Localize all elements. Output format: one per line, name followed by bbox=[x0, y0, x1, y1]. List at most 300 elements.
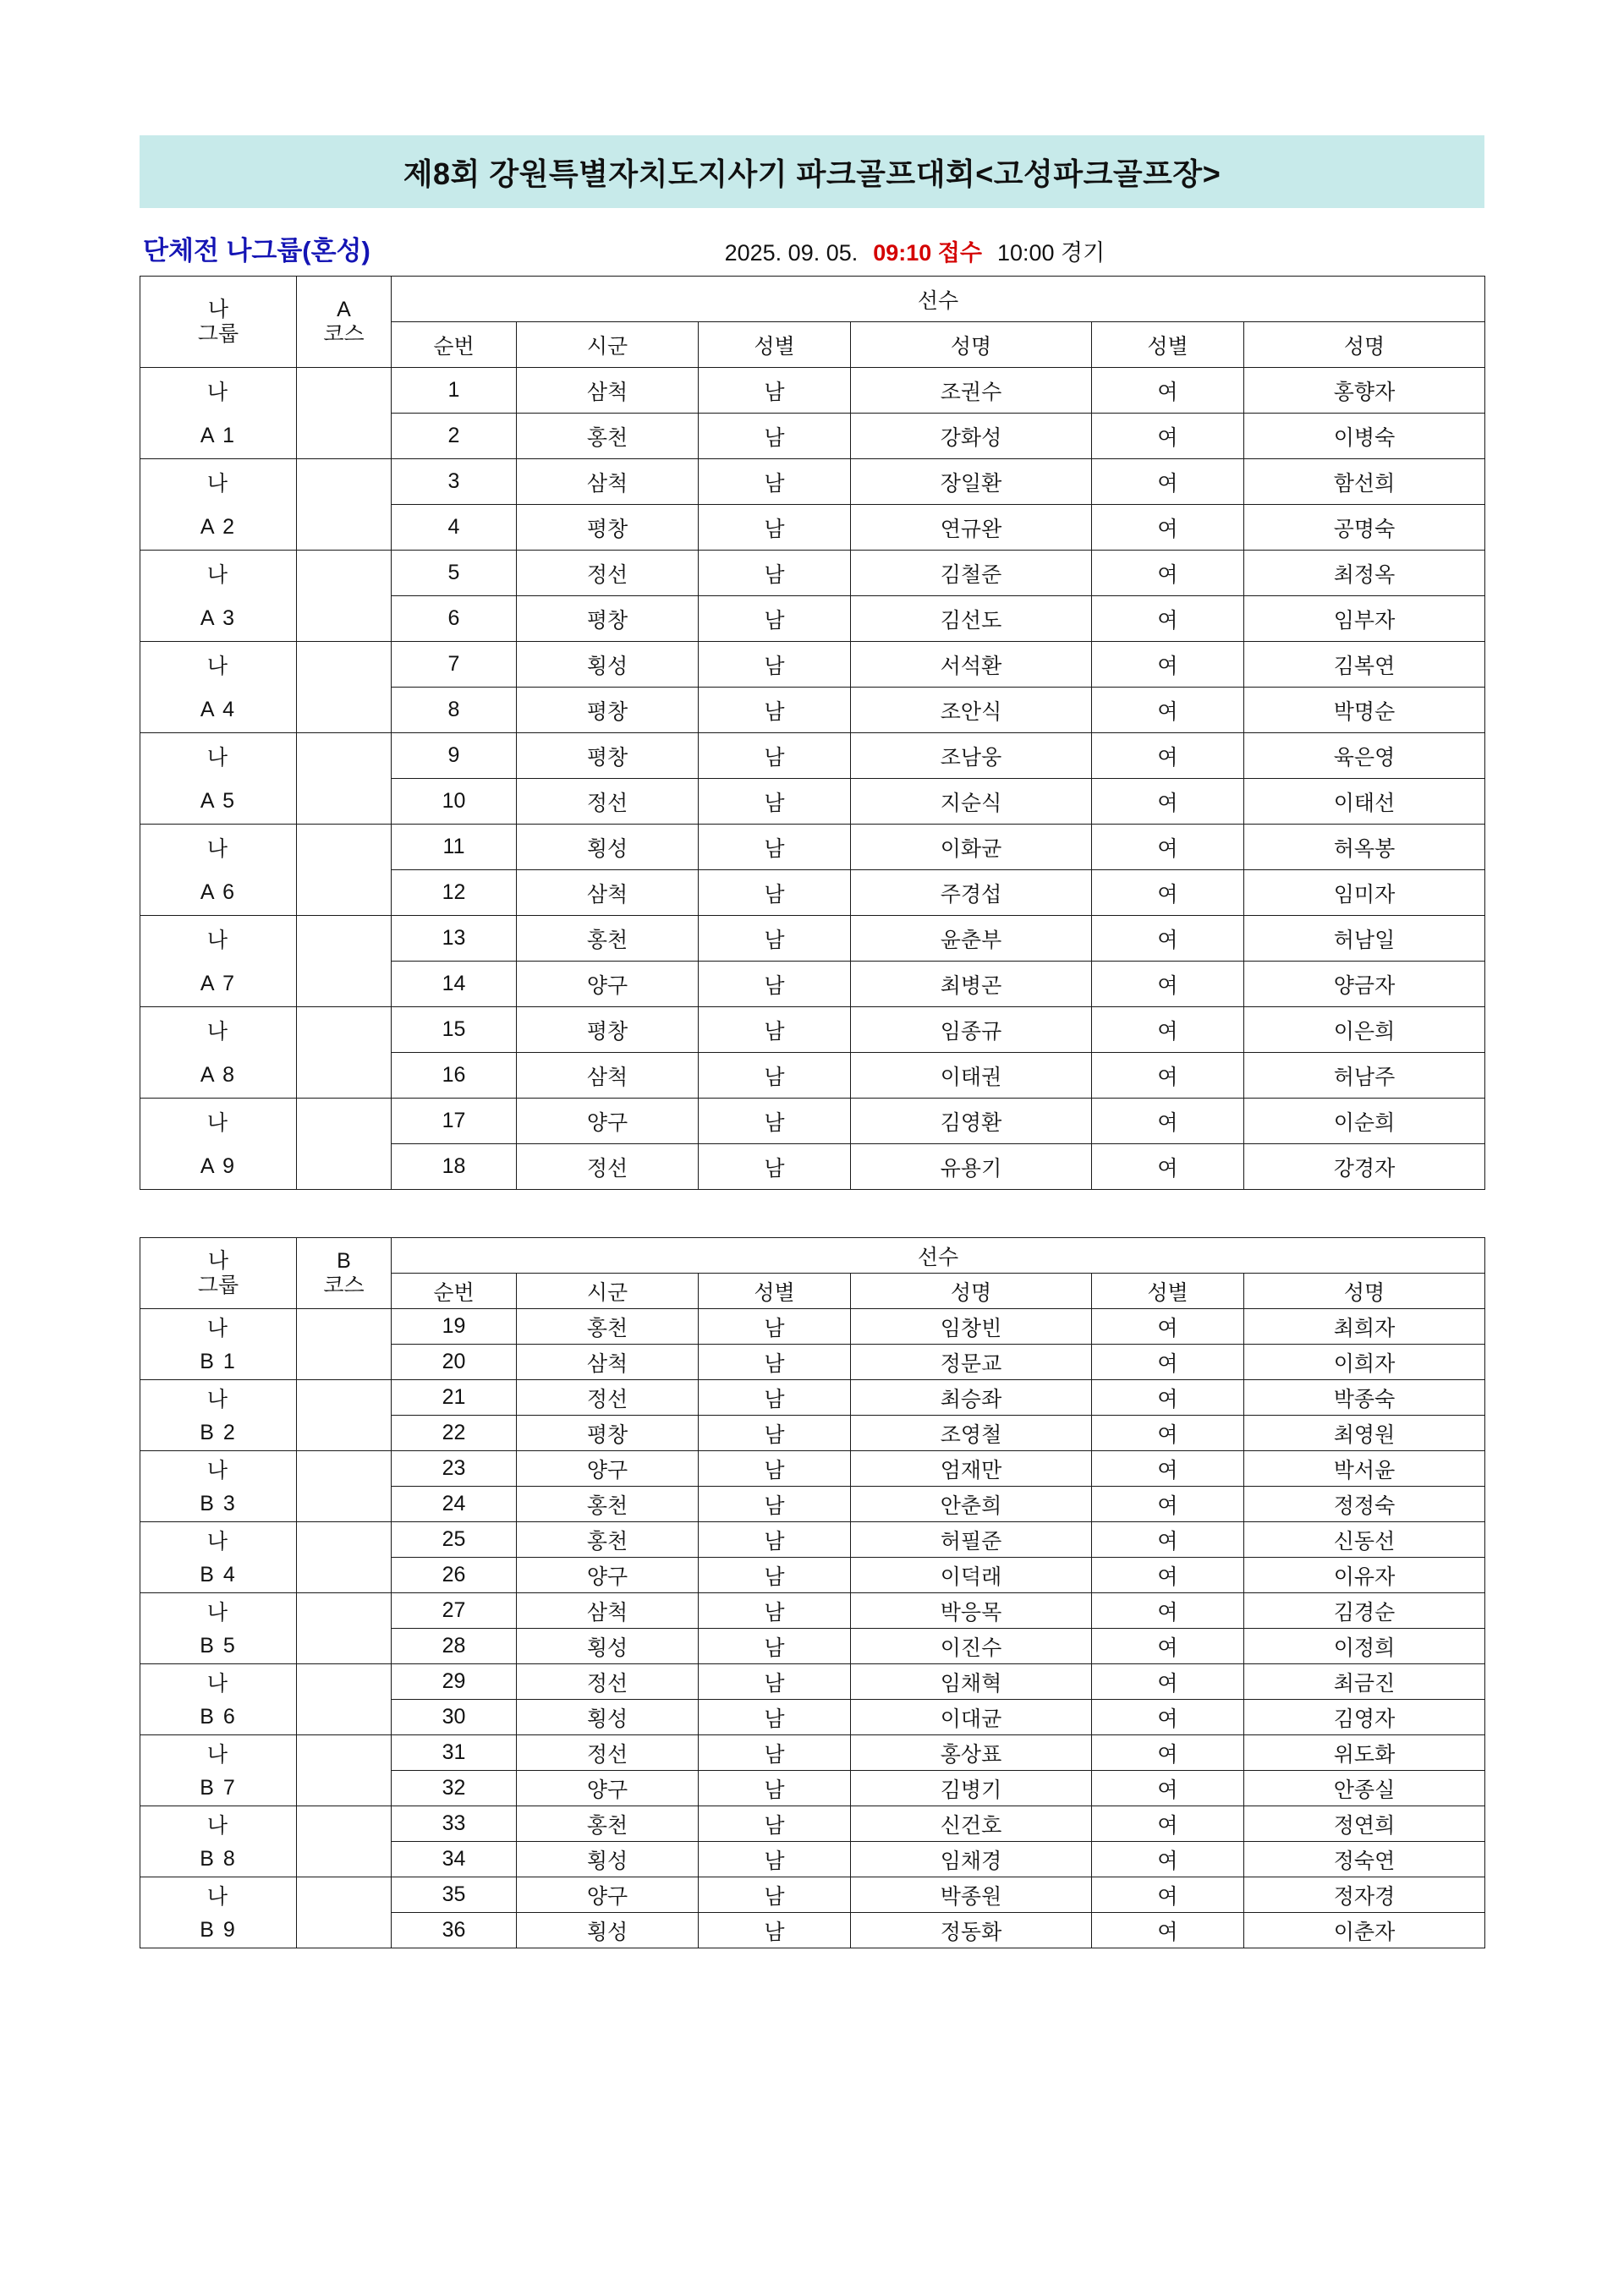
cell-course-blank bbox=[297, 1144, 392, 1190]
cell-name-2: 이은희 bbox=[1244, 1007, 1485, 1053]
cell-region: 양구 bbox=[517, 1771, 699, 1806]
cell-course-blank bbox=[297, 1558, 392, 1593]
cell-name-2: 신동선 bbox=[1244, 1522, 1485, 1558]
cell-gender-2: 여 bbox=[1092, 414, 1244, 459]
cell-name-2: 임부자 bbox=[1244, 596, 1485, 642]
cell-group: 나 bbox=[140, 1451, 297, 1487]
cell-no: 4 bbox=[392, 505, 517, 551]
cell-region: 홍천 bbox=[517, 916, 699, 962]
cell-name-1: 임채경 bbox=[851, 1842, 1092, 1877]
cell-gender-1: 남 bbox=[699, 1451, 851, 1487]
header-no: 순번 bbox=[392, 1274, 517, 1309]
header-group-line2: 그룹 bbox=[197, 1273, 239, 1297]
cell-group: A 9 bbox=[140, 1144, 297, 1190]
cell-gender-2: 여 bbox=[1092, 1877, 1244, 1913]
cell-region: 횡성 bbox=[517, 1700, 699, 1735]
cell-group: B 1 bbox=[140, 1345, 297, 1380]
cell-gender-1: 남 bbox=[699, 1700, 851, 1735]
header-gender-1: 성별 bbox=[699, 1274, 851, 1309]
header-region: 시군 bbox=[517, 322, 699, 368]
cell-gender-2: 여 bbox=[1092, 1700, 1244, 1735]
cell-name-1: 연규완 bbox=[851, 505, 1092, 551]
cell-region: 홍천 bbox=[517, 1522, 699, 1558]
cell-gender-2: 여 bbox=[1092, 1771, 1244, 1806]
cell-name-2: 허남일 bbox=[1244, 916, 1485, 962]
cell-region: 양구 bbox=[517, 1877, 699, 1913]
cell-no: 25 bbox=[392, 1522, 517, 1558]
cell-group: B 3 bbox=[140, 1487, 297, 1522]
table-header-row-top bbox=[140, 1238, 1485, 1274]
cell-gender-1: 남 bbox=[699, 688, 851, 733]
header-gender-2: 성별 bbox=[1092, 1274, 1244, 1309]
cell-name-2: 양금자 bbox=[1244, 962, 1485, 1007]
cell-group: 나 bbox=[140, 1380, 297, 1416]
cell-name-1: 서석환 bbox=[851, 642, 1092, 688]
header-course bbox=[297, 1238, 392, 1309]
cell-gender-2: 여 bbox=[1092, 1487, 1244, 1522]
cell-no: 26 bbox=[392, 1558, 517, 1593]
cell-name-2: 정연희 bbox=[1244, 1806, 1485, 1842]
cell-gender-1: 남 bbox=[699, 642, 851, 688]
cell-no: 23 bbox=[392, 1451, 517, 1487]
cell-no: 8 bbox=[392, 688, 517, 733]
cell-gender-1: 남 bbox=[699, 916, 851, 962]
cell-gender-1: 남 bbox=[699, 1099, 851, 1144]
cell-gender-2: 여 bbox=[1092, 642, 1244, 688]
cell-no: 34 bbox=[392, 1842, 517, 1877]
schedule-info bbox=[370, 234, 1484, 267]
cell-name-1: 김병기 bbox=[851, 1771, 1092, 1806]
table-row bbox=[140, 1842, 1485, 1877]
cell-gender-1: 남 bbox=[699, 1593, 851, 1629]
cell-gender-2: 여 bbox=[1092, 1451, 1244, 1487]
cell-region: 홍천 bbox=[517, 414, 699, 459]
table-row bbox=[140, 596, 1485, 642]
table-row bbox=[140, 779, 1485, 825]
cell-course-blank bbox=[297, 1451, 392, 1487]
table-row bbox=[140, 642, 1485, 688]
cell-course-blank bbox=[297, 779, 392, 825]
cell-name-2: 안종실 bbox=[1244, 1771, 1485, 1806]
cell-no: 6 bbox=[392, 596, 517, 642]
cell-gender-2: 여 bbox=[1092, 688, 1244, 733]
cell-group: B 6 bbox=[140, 1700, 297, 1735]
cell-name-1: 김철준 bbox=[851, 551, 1092, 596]
cell-name-2: 정숙연 bbox=[1244, 1842, 1485, 1877]
header-name-2: 성명 bbox=[1244, 1274, 1485, 1309]
cell-gender-1: 남 bbox=[699, 1416, 851, 1451]
table-row bbox=[140, 1451, 1485, 1487]
header-players: 선수 bbox=[392, 277, 1485, 322]
cell-name-1: 정문교 bbox=[851, 1345, 1092, 1380]
cell-name-2: 박명순 bbox=[1244, 688, 1485, 733]
subheader bbox=[140, 218, 1484, 267]
cell-no: 33 bbox=[392, 1806, 517, 1842]
cell-group: 나 bbox=[140, 1099, 297, 1144]
event-date: 2025. 09. 05. bbox=[724, 240, 859, 266]
cell-name-1: 조안식 bbox=[851, 688, 1092, 733]
cell-course-blank bbox=[297, 1309, 392, 1345]
cell-gender-2: 여 bbox=[1092, 1806, 1244, 1842]
cell-name-2: 최정옥 bbox=[1244, 551, 1485, 596]
cell-gender-2: 여 bbox=[1092, 1842, 1244, 1877]
cell-name-2: 최금진 bbox=[1244, 1664, 1485, 1700]
cell-name-1: 안춘희 bbox=[851, 1487, 1092, 1522]
table-row bbox=[140, 1558, 1485, 1593]
cell-name-1: 이태권 bbox=[851, 1053, 1092, 1099]
cell-no: 17 bbox=[392, 1099, 517, 1144]
cell-region: 삼척 bbox=[517, 1345, 699, 1380]
cell-group: 나 bbox=[140, 551, 297, 596]
cell-group: 나 bbox=[140, 1522, 297, 1558]
cell-region: 홍천 bbox=[517, 1806, 699, 1842]
table-row bbox=[140, 1416, 1485, 1451]
cell-region: 삼척 bbox=[517, 368, 699, 414]
cell-course-blank bbox=[297, 596, 392, 642]
cell-course-blank bbox=[297, 1735, 392, 1771]
cell-region: 정선 bbox=[517, 1735, 699, 1771]
cell-gender-2: 여 bbox=[1092, 1664, 1244, 1700]
cell-name-2: 이희자 bbox=[1244, 1345, 1485, 1380]
table-row bbox=[140, 962, 1485, 1007]
cell-name-1: 임채혁 bbox=[851, 1664, 1092, 1700]
cell-course-blank bbox=[297, 1007, 392, 1053]
cell-region: 양구 bbox=[517, 1558, 699, 1593]
cell-group: A 2 bbox=[140, 505, 297, 551]
cell-region: 평창 bbox=[517, 733, 699, 779]
cell-course-blank bbox=[297, 414, 392, 459]
header-course-line1: A bbox=[337, 297, 351, 321]
cell-gender-1: 남 bbox=[699, 1380, 851, 1416]
cell-no: 16 bbox=[392, 1053, 517, 1099]
table-row bbox=[140, 916, 1485, 962]
cell-name-2: 공명숙 bbox=[1244, 505, 1485, 551]
cell-name-2: 홍향자 bbox=[1244, 368, 1485, 414]
cell-name-1: 허필준 bbox=[851, 1522, 1092, 1558]
table-row bbox=[140, 1309, 1485, 1345]
cell-course-blank bbox=[297, 1629, 392, 1664]
cell-gender-1: 남 bbox=[699, 551, 851, 596]
cell-group: 나 bbox=[140, 1007, 297, 1053]
cell-region: 횡성 bbox=[517, 825, 699, 870]
cell-gender-1: 남 bbox=[699, 596, 851, 642]
cell-gender-1: 남 bbox=[699, 962, 851, 1007]
cell-group: B 2 bbox=[140, 1416, 297, 1451]
header-course-line2: 코스 bbox=[323, 321, 365, 346]
cell-group: 나 bbox=[140, 825, 297, 870]
cell-group: 나 bbox=[140, 642, 297, 688]
cell-group: A 4 bbox=[140, 688, 297, 733]
cell-gender-1: 남 bbox=[699, 1735, 851, 1771]
cell-name-1: 김선도 bbox=[851, 596, 1092, 642]
cell-no: 21 bbox=[392, 1380, 517, 1416]
cell-group: A 8 bbox=[140, 1053, 297, 1099]
cell-group: B 7 bbox=[140, 1771, 297, 1806]
cell-name-1: 조권수 bbox=[851, 368, 1092, 414]
cell-region: 횡성 bbox=[517, 1629, 699, 1664]
cell-course-blank bbox=[297, 870, 392, 916]
cell-gender-2: 여 bbox=[1092, 1099, 1244, 1144]
cell-no: 10 bbox=[392, 779, 517, 825]
cell-name-2: 임미자 bbox=[1244, 870, 1485, 916]
cell-no: 7 bbox=[392, 642, 517, 688]
cell-name-2: 김복연 bbox=[1244, 642, 1485, 688]
title-banner bbox=[140, 135, 1484, 208]
header-players: 선수 bbox=[392, 1238, 1485, 1274]
cell-name-2: 함선희 bbox=[1244, 459, 1485, 505]
cell-name-1: 이진수 bbox=[851, 1629, 1092, 1664]
cell-course-blank bbox=[297, 688, 392, 733]
cell-region: 횡성 bbox=[517, 1842, 699, 1877]
cell-gender-2: 여 bbox=[1092, 459, 1244, 505]
cell-gender-2: 여 bbox=[1092, 779, 1244, 825]
cell-group: B 8 bbox=[140, 1842, 297, 1877]
cell-name-1: 주경섭 bbox=[851, 870, 1092, 916]
cell-gender-1: 남 bbox=[699, 1664, 851, 1700]
cell-no: 35 bbox=[392, 1877, 517, 1913]
table-row bbox=[140, 1913, 1485, 1948]
cell-gender-1: 남 bbox=[699, 414, 851, 459]
cell-course-blank bbox=[297, 916, 392, 962]
cell-name-1: 지순식 bbox=[851, 779, 1092, 825]
cell-name-1: 임창빈 bbox=[851, 1309, 1092, 1345]
cell-gender-2: 여 bbox=[1092, 870, 1244, 916]
cell-no: 20 bbox=[392, 1345, 517, 1380]
tee-time: 10:00 경기 bbox=[996, 240, 1106, 266]
table-row bbox=[140, 1700, 1485, 1735]
cell-name-1: 조남웅 bbox=[851, 733, 1092, 779]
cell-region: 정선 bbox=[517, 1664, 699, 1700]
cell-no: 3 bbox=[392, 459, 517, 505]
cell-no: 32 bbox=[392, 1771, 517, 1806]
cell-group: 나 bbox=[140, 1735, 297, 1771]
cell-gender-2: 여 bbox=[1092, 1144, 1244, 1190]
cell-course-blank bbox=[297, 1522, 392, 1558]
table-row bbox=[140, 1380, 1485, 1416]
cell-no: 18 bbox=[392, 1144, 517, 1190]
cell-group: 나 bbox=[140, 1877, 297, 1913]
cell-name-2: 위도화 bbox=[1244, 1735, 1485, 1771]
cell-gender-1: 남 bbox=[699, 779, 851, 825]
cell-name-1: 임종규 bbox=[851, 1007, 1092, 1053]
cell-gender-2: 여 bbox=[1092, 825, 1244, 870]
cell-gender-2: 여 bbox=[1092, 916, 1244, 962]
cell-gender-2: 여 bbox=[1092, 1913, 1244, 1948]
cell-name-2: 정자경 bbox=[1244, 1877, 1485, 1913]
cell-gender-2: 여 bbox=[1092, 1380, 1244, 1416]
cell-no: 11 bbox=[392, 825, 517, 870]
header-course-line2: 코스 bbox=[323, 1273, 365, 1297]
cell-gender-1: 남 bbox=[699, 1913, 851, 1948]
cell-no: 19 bbox=[392, 1309, 517, 1345]
cell-group: 나 bbox=[140, 1593, 297, 1629]
cell-region: 삼척 bbox=[517, 1053, 699, 1099]
cell-region: 양구 bbox=[517, 1099, 699, 1144]
cell-group: B 4 bbox=[140, 1558, 297, 1593]
cell-course-blank bbox=[297, 1053, 392, 1099]
header-group-line1: 나 bbox=[207, 1248, 229, 1273]
cell-no: 22 bbox=[392, 1416, 517, 1451]
cell-gender-1: 남 bbox=[699, 1558, 851, 1593]
table-row bbox=[140, 1771, 1485, 1806]
table-row bbox=[140, 1593, 1485, 1629]
page-title: 제8회 강원특별자치도지사기 파크골프대회<고성파크골프장> bbox=[403, 156, 1221, 191]
header-region: 시군 bbox=[517, 1274, 699, 1309]
cell-region: 홍천 bbox=[517, 1487, 699, 1522]
table-row bbox=[140, 551, 1485, 596]
cell-name-2: 박서윤 bbox=[1244, 1451, 1485, 1487]
cell-course-blank bbox=[297, 1487, 392, 1522]
cell-gender-2: 여 bbox=[1092, 551, 1244, 596]
cell-gender-2: 여 bbox=[1092, 1416, 1244, 1451]
cell-course-blank bbox=[297, 1771, 392, 1806]
cell-gender-2: 여 bbox=[1092, 1345, 1244, 1380]
cell-course-blank bbox=[297, 1593, 392, 1629]
cell-name-1: 박응목 bbox=[851, 1593, 1092, 1629]
cell-gender-2: 여 bbox=[1092, 1522, 1244, 1558]
cell-name-1: 정동화 bbox=[851, 1913, 1092, 1948]
cell-region: 횡성 bbox=[517, 642, 699, 688]
cell-gender-2: 여 bbox=[1092, 733, 1244, 779]
cell-region: 홍천 bbox=[517, 1309, 699, 1345]
cell-name-1: 유용기 bbox=[851, 1144, 1092, 1190]
cell-course-blank bbox=[297, 1913, 392, 1948]
cell-group: 나 bbox=[140, 1664, 297, 1700]
header-group bbox=[140, 1238, 297, 1309]
header-name-1: 성명 bbox=[851, 322, 1092, 368]
table-row bbox=[140, 1487, 1485, 1522]
cell-name-1: 장일환 bbox=[851, 459, 1092, 505]
cell-name-2: 김영자 bbox=[1244, 1700, 1485, 1735]
cell-gender-1: 남 bbox=[699, 1345, 851, 1380]
cell-no: 28 bbox=[392, 1629, 517, 1664]
cell-name-1: 이대균 bbox=[851, 1700, 1092, 1735]
cell-region: 평창 bbox=[517, 688, 699, 733]
table-row bbox=[140, 1806, 1485, 1842]
cell-region: 평창 bbox=[517, 596, 699, 642]
cell-region: 횡성 bbox=[517, 1913, 699, 1948]
reception-time: 09:10 접수 bbox=[873, 240, 982, 266]
cell-region: 삼척 bbox=[517, 459, 699, 505]
cell-no: 13 bbox=[392, 916, 517, 962]
cell-name-2: 이태선 bbox=[1244, 779, 1485, 825]
table-row bbox=[140, 414, 1485, 459]
cell-course-blank bbox=[297, 1345, 392, 1380]
cell-gender-1: 남 bbox=[699, 1487, 851, 1522]
cell-name-2: 강경자 bbox=[1244, 1144, 1485, 1190]
cell-group: A 1 bbox=[140, 414, 297, 459]
cell-gender-1: 남 bbox=[699, 505, 851, 551]
cell-name-1: 홍상표 bbox=[851, 1735, 1092, 1771]
table-row bbox=[140, 459, 1485, 505]
cell-gender-1: 남 bbox=[699, 368, 851, 414]
table-row bbox=[140, 1522, 1485, 1558]
cell-name-1: 최승좌 bbox=[851, 1380, 1092, 1416]
header-group-line1: 나 bbox=[207, 297, 229, 321]
cell-name-2: 김경순 bbox=[1244, 1593, 1485, 1629]
cell-gender-2: 여 bbox=[1092, 1007, 1244, 1053]
cell-no: 24 bbox=[392, 1487, 517, 1522]
cell-gender-2: 여 bbox=[1092, 596, 1244, 642]
table-row bbox=[140, 1053, 1485, 1099]
table-row bbox=[140, 1345, 1485, 1380]
table-row bbox=[140, 505, 1485, 551]
cell-gender-2: 여 bbox=[1092, 368, 1244, 414]
cell-gender-1: 남 bbox=[699, 1309, 851, 1345]
table-row bbox=[140, 368, 1485, 414]
cell-no: 36 bbox=[392, 1913, 517, 1948]
header-course-line1: B bbox=[337, 1248, 351, 1273]
cell-gender-1: 남 bbox=[699, 1007, 851, 1053]
cell-gender-2: 여 bbox=[1092, 1309, 1244, 1345]
cell-course-blank bbox=[297, 368, 392, 414]
tournament-roster-sheet bbox=[140, 135, 1484, 1948]
table-row bbox=[140, 1099, 1485, 1144]
cell-region: 양구 bbox=[517, 1451, 699, 1487]
header-name-1: 성명 bbox=[851, 1274, 1092, 1309]
cell-no: 12 bbox=[392, 870, 517, 916]
cell-course-blank bbox=[297, 1700, 392, 1735]
cell-course-blank bbox=[297, 1380, 392, 1416]
cell-gender-2: 여 bbox=[1092, 1053, 1244, 1099]
table-row bbox=[140, 688, 1485, 733]
table-spacer bbox=[140, 1190, 1484, 1237]
cell-name-1: 조영철 bbox=[851, 1416, 1092, 1451]
cell-name-2: 이정희 bbox=[1244, 1629, 1485, 1664]
cell-no: 15 bbox=[392, 1007, 517, 1053]
cell-no: 14 bbox=[392, 962, 517, 1007]
cell-gender-1: 남 bbox=[699, 1877, 851, 1913]
cell-no: 29 bbox=[392, 1664, 517, 1700]
table-row bbox=[140, 1007, 1485, 1053]
cell-group: 나 bbox=[140, 916, 297, 962]
header-name-2: 성명 bbox=[1244, 322, 1485, 368]
cell-course-blank bbox=[297, 1664, 392, 1700]
table-row bbox=[140, 870, 1485, 916]
cell-region: 평창 bbox=[517, 1416, 699, 1451]
cell-group: B 9 bbox=[140, 1913, 297, 1948]
cell-gender-1: 남 bbox=[699, 1771, 851, 1806]
cell-group: A 7 bbox=[140, 962, 297, 1007]
cell-course-blank bbox=[297, 825, 392, 870]
cell-name-2: 이병숙 bbox=[1244, 414, 1485, 459]
cell-gender-2: 여 bbox=[1092, 1629, 1244, 1664]
cell-group: A 5 bbox=[140, 779, 297, 825]
cell-course-blank bbox=[297, 551, 392, 596]
cell-group: 나 bbox=[140, 1806, 297, 1842]
table-header-row-top bbox=[140, 277, 1485, 322]
cell-no: 2 bbox=[392, 414, 517, 459]
table-row bbox=[140, 1735, 1485, 1771]
cell-group: 나 bbox=[140, 733, 297, 779]
cell-name-1: 박종원 bbox=[851, 1877, 1092, 1913]
cell-course-blank bbox=[297, 962, 392, 1007]
cell-no: 30 bbox=[392, 1700, 517, 1735]
cell-gender-1: 남 bbox=[699, 825, 851, 870]
cell-region: 정선 bbox=[517, 551, 699, 596]
cell-group: 나 bbox=[140, 459, 297, 505]
cell-course-blank bbox=[297, 733, 392, 779]
roster-table-course-a bbox=[140, 276, 1485, 1190]
cell-course-blank bbox=[297, 1099, 392, 1144]
cell-name-1: 이덕래 bbox=[851, 1558, 1092, 1593]
cell-group: B 5 bbox=[140, 1629, 297, 1664]
cell-course-blank bbox=[297, 642, 392, 688]
header-course bbox=[297, 277, 392, 368]
header-gender-1: 성별 bbox=[699, 322, 851, 368]
table-row bbox=[140, 825, 1485, 870]
cell-gender-2: 여 bbox=[1092, 962, 1244, 1007]
